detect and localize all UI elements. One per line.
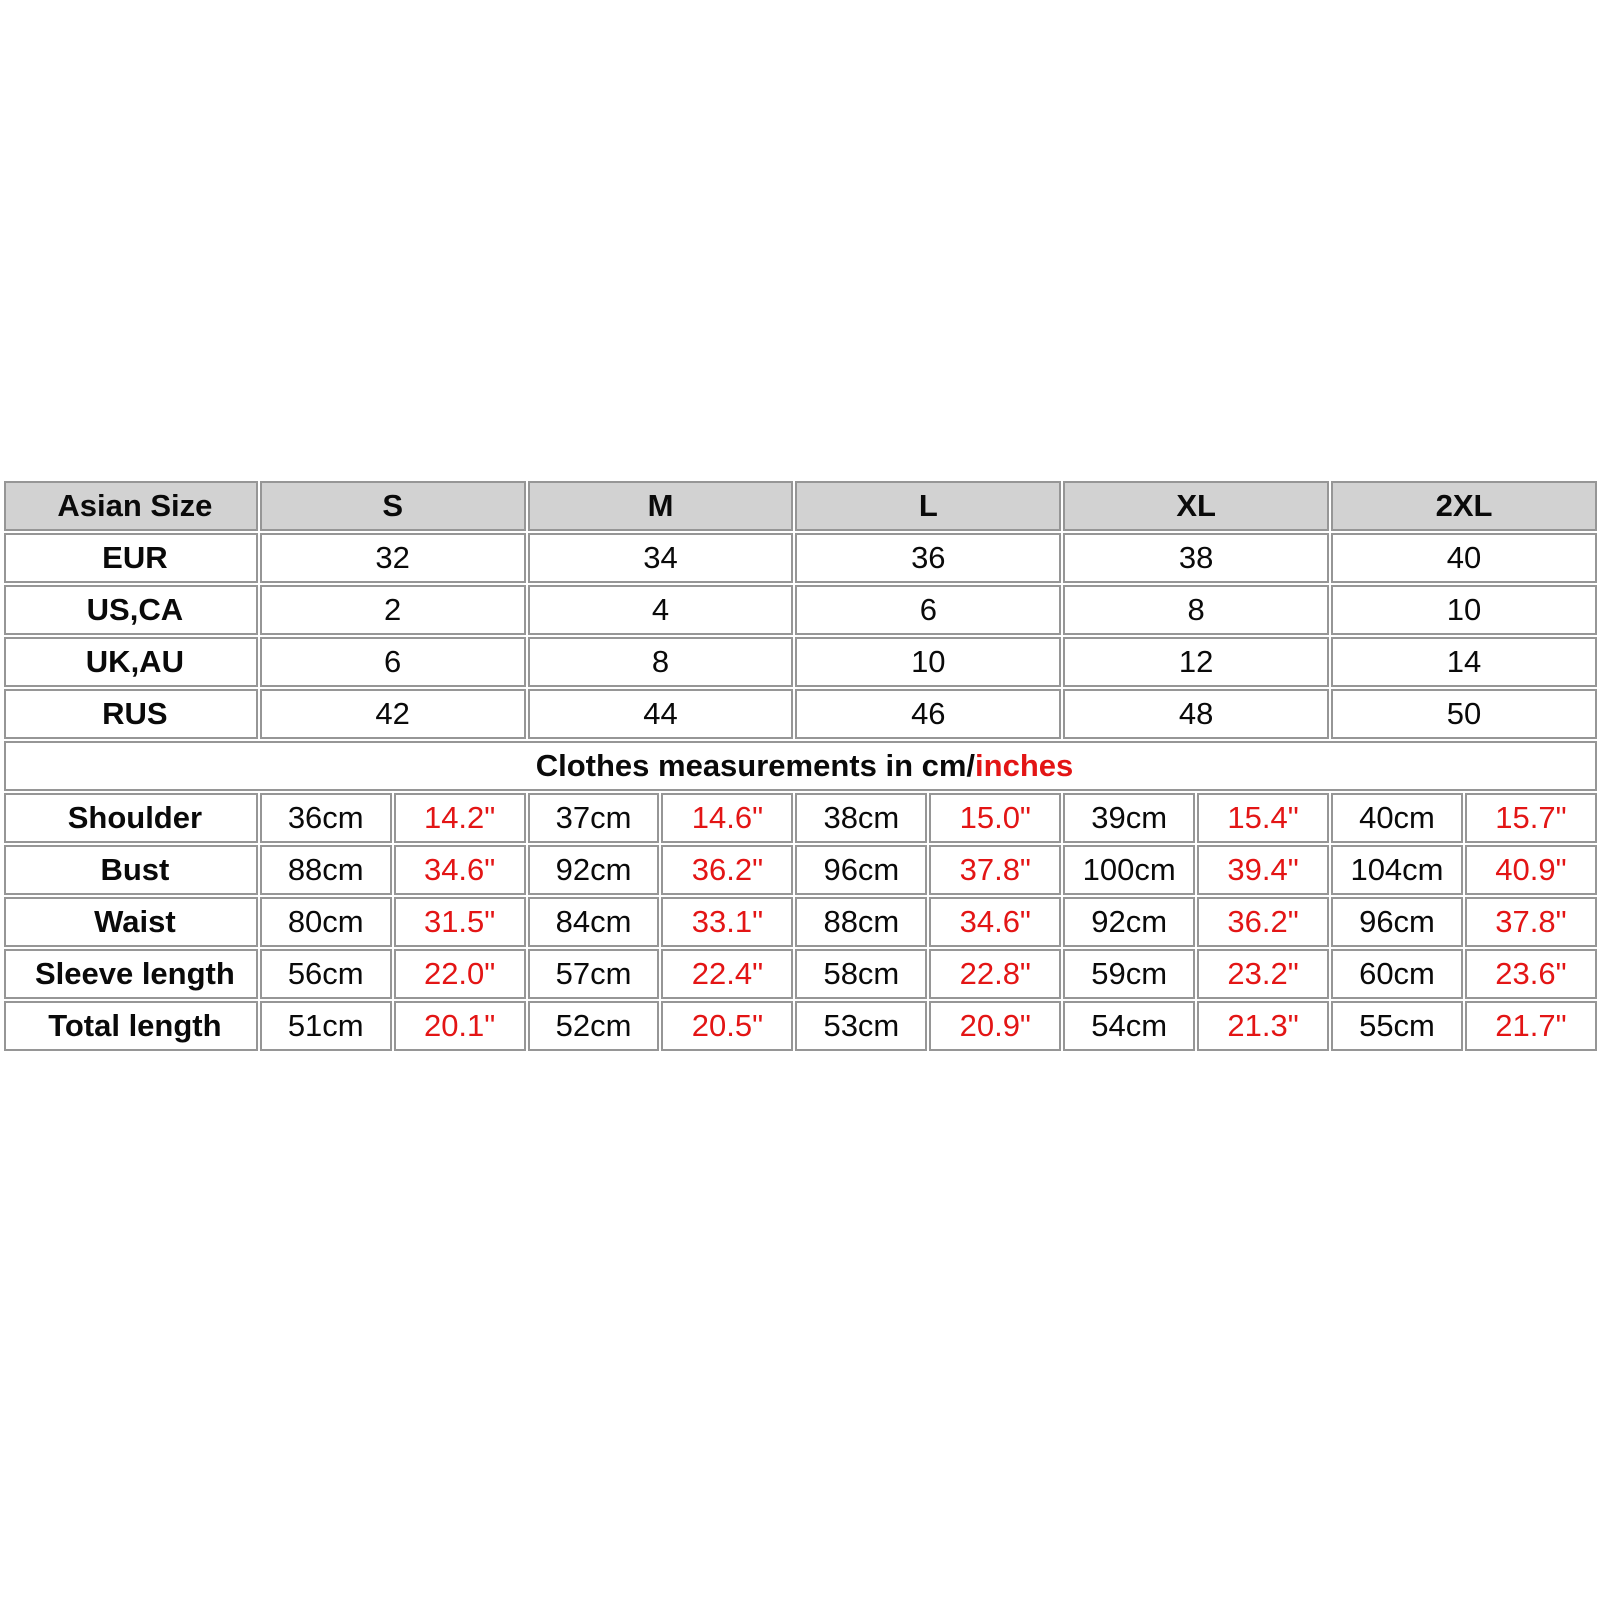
cm-value-cell: 38cm xyxy=(795,793,927,843)
cm-value-cell: 80cm xyxy=(260,897,392,947)
measurement-row-waist xyxy=(4,897,1597,947)
inches-value-cell: 39.4" xyxy=(1197,845,1329,895)
row-label-shoulder: Shoulder xyxy=(4,793,258,843)
cm-value-cell: 37cm xyxy=(528,793,660,843)
conversion-value-cell: 14 xyxy=(1331,637,1597,687)
conversion-value-cell: 42 xyxy=(260,689,526,739)
inches-value-cell: 34.6" xyxy=(929,897,1061,947)
inches-value-cell: 31.5" xyxy=(394,897,526,947)
inches-value-cell: 20.5" xyxy=(661,1001,793,1051)
inches-value-cell: 21.3" xyxy=(1197,1001,1329,1051)
cm-value-cell: 92cm xyxy=(1063,897,1195,947)
section-title-black: Clothes measurements in cm/ xyxy=(535,748,976,783)
inches-value-cell: 23.6" xyxy=(1465,949,1597,999)
conversion-value-cell: 36 xyxy=(795,533,1061,583)
cm-value-cell: 84cm xyxy=(528,897,660,947)
conversion-value-cell: 44 xyxy=(528,689,794,739)
conversion-row-uk-au xyxy=(4,637,1597,687)
inches-value-cell: 23.2" xyxy=(1197,949,1329,999)
cm-value-cell: 57cm xyxy=(528,949,660,999)
cm-value-cell: 55cm xyxy=(1331,1001,1463,1051)
row-label-eur: EUR xyxy=(4,533,258,583)
cm-value-cell: 54cm xyxy=(1063,1001,1195,1051)
cm-value-cell: 56cm xyxy=(260,949,392,999)
conversion-value-cell: 6 xyxy=(260,637,526,687)
inches-value-cell: 14.2" xyxy=(394,793,526,843)
conversion-value-cell: 6 xyxy=(795,585,1061,635)
size-chart-table xyxy=(2,479,1599,1053)
inches-value-cell: 15.0" xyxy=(929,793,1061,843)
conversion-value-cell: 8 xyxy=(1063,585,1329,635)
cm-value-cell: 60cm xyxy=(1331,949,1463,999)
section-title-row xyxy=(4,741,1597,791)
cm-value-cell: 40cm xyxy=(1331,793,1463,843)
inches-value-cell: 15.4" xyxy=(1197,793,1329,843)
measurement-row-total-length xyxy=(4,1001,1597,1051)
inches-value-cell: 14.6" xyxy=(661,793,793,843)
row-label-sleeve-length: Sleeve length xyxy=(4,949,258,999)
size-chart-container xyxy=(2,479,1599,1053)
inches-value-cell: 36.2" xyxy=(1197,897,1329,947)
conversion-value-cell: 4 xyxy=(528,585,794,635)
inches-value-cell: 22.0" xyxy=(394,949,526,999)
conversion-value-cell: 40 xyxy=(1331,533,1597,583)
row-label-total-length: Total length xyxy=(4,1001,258,1051)
conversion-value-cell: 38 xyxy=(1063,533,1329,583)
conversion-value-cell: 34 xyxy=(528,533,794,583)
inches-value-cell: 22.8" xyxy=(929,949,1061,999)
cm-value-cell: 36cm xyxy=(260,793,392,843)
row-label-rus: RUS xyxy=(4,689,258,739)
cm-value-cell: 59cm xyxy=(1063,949,1195,999)
size-header-cell-l: L xyxy=(795,481,1061,531)
conversion-value-cell: 8 xyxy=(528,637,794,687)
inches-value-cell: 36.2" xyxy=(661,845,793,895)
conversion-value-cell: 10 xyxy=(1331,585,1597,635)
row-label-bust: Bust xyxy=(4,845,258,895)
inches-value-cell: 34.6" xyxy=(394,845,526,895)
inches-value-cell: 37.8" xyxy=(1465,897,1597,947)
cm-value-cell: 92cm xyxy=(528,845,660,895)
cm-value-cell: 88cm xyxy=(260,845,392,895)
cm-value-cell: 100cm xyxy=(1063,845,1195,895)
cm-value-cell: 58cm xyxy=(795,949,927,999)
conversion-value-cell: 12 xyxy=(1063,637,1329,687)
section-title-red: inches xyxy=(975,748,1074,783)
inches-value-cell: 21.7" xyxy=(1465,1001,1597,1051)
inches-value-cell: 20.1" xyxy=(394,1001,526,1051)
cm-value-cell: 39cm xyxy=(1063,793,1195,843)
inches-value-cell: 33.1" xyxy=(661,897,793,947)
row-label-uk-au: UK,AU xyxy=(4,637,258,687)
conversion-value-cell: 10 xyxy=(795,637,1061,687)
cm-value-cell: 88cm xyxy=(795,897,927,947)
measurement-row-shoulder xyxy=(4,793,1597,843)
size-header-cell-2xl: 2XL xyxy=(1331,481,1597,531)
size-header-cell-m: M xyxy=(528,481,794,531)
cm-value-cell: 51cm xyxy=(260,1001,392,1051)
section-title-cell xyxy=(4,741,1597,791)
cm-value-cell: 52cm xyxy=(528,1001,660,1051)
conversion-value-cell: 2 xyxy=(260,585,526,635)
inches-value-cell: 37.8" xyxy=(929,845,1061,895)
conversion-value-cell: 46 xyxy=(795,689,1061,739)
cm-value-cell: 53cm xyxy=(795,1001,927,1051)
inches-value-cell: 22.4" xyxy=(661,949,793,999)
asian-size-header-cell: Asian Size xyxy=(4,481,258,531)
measurement-row-sleeve-length xyxy=(4,949,1597,999)
conversion-value-cell: 50 xyxy=(1331,689,1597,739)
size-header-cell-s: S xyxy=(260,481,526,531)
row-label-us-ca: US,CA xyxy=(4,585,258,635)
cm-value-cell: 96cm xyxy=(1331,897,1463,947)
row-label-waist: Waist xyxy=(4,897,258,947)
inches-value-cell: 40.9" xyxy=(1465,845,1597,895)
inches-value-cell: 15.7" xyxy=(1465,793,1597,843)
cm-value-cell: 96cm xyxy=(795,845,927,895)
conversion-value-cell: 48 xyxy=(1063,689,1329,739)
cm-value-cell: 104cm xyxy=(1331,845,1463,895)
inches-value-cell: 20.9" xyxy=(929,1001,1061,1051)
measurement-row-bust xyxy=(4,845,1597,895)
conversion-row-eur xyxy=(4,533,1597,583)
size-header-row xyxy=(4,481,1597,531)
conversion-row-us-ca xyxy=(4,585,1597,635)
size-header-cell-xl: XL xyxy=(1063,481,1329,531)
conversion-value-cell: 32 xyxy=(260,533,526,583)
conversion-row-rus xyxy=(4,689,1597,739)
